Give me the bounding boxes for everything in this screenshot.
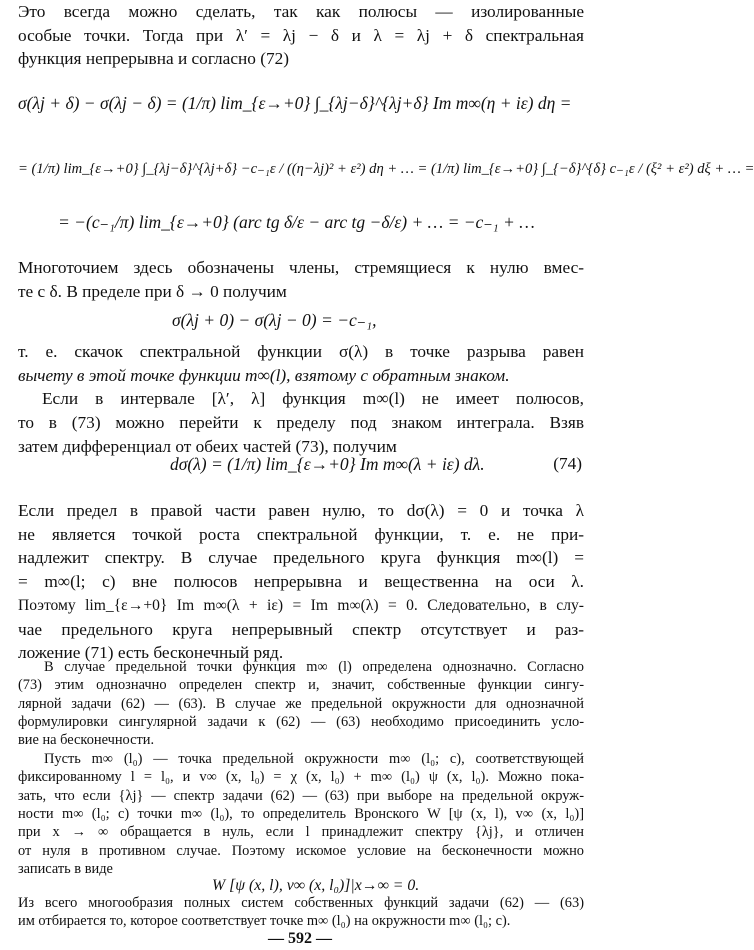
para2-line-2: те с δ. В пределе при δ → 0 получим xyxy=(18,281,287,301)
note2-line-6: от нуля в противном случае. Поэтому искомое условие на бесконечности можно xyxy=(18,842,584,859)
note2-line-2: фиксированному l = l₀, и v∞ (x, l₀) = χ (x, l₀) + m∞ (l₀) ψ (x, l₀). Можно пока- xyxy=(18,769,584,786)
intro-line-2: особые точки. Тогда при λ′ = λj − δ и λ = λj + δ спектральная xyxy=(18,25,584,45)
note2-line-1: Пусть m∞ (l₀) — точка предельной окружности m∞ (l₀; c), соответствующей xyxy=(44,751,584,767)
intro-line-3: функция непрерывна и согласно (72) xyxy=(18,49,289,69)
para5-line-6: чае предельного круга непрерывный спектр отсутствует и раз- xyxy=(18,619,584,639)
equation-sigma-jump: σ(λj + δ) − σ(λj − δ) = (1/π) lim_{ε→+0} ∫_{λj−δ}^{λj+δ} Im m∞(η + iε) dη = xyxy=(18,93,572,113)
note2-line-7: записать в виде xyxy=(18,860,113,877)
note1-line-5: вие на бесконечности. xyxy=(18,732,155,749)
note2-line-5: при x → ∞ обращается в нуль, если l принадлежит спектру {λj}, и отличен xyxy=(18,824,584,841)
note1-line-4: формулировки сингулярной задачи к (62) — (63) необходимо присоединить усло- xyxy=(18,713,584,730)
note2-line-3: зать, что если {λj} — спектр задачи (62) — (63) при выборе на предельной окруж- xyxy=(18,787,584,804)
para5-line-4: = m∞(l; c) вне полюсов непрерывна и вещественна на оси λ. xyxy=(18,572,584,592)
para3-line-1: т. е. скачок спектральной функции σ(λ) в точке разрыва равен xyxy=(18,342,584,361)
note3-line-1: Из всего многообразия полных систем собственных функций задачи (62) — (63) xyxy=(18,895,584,911)
para4-line-1: Если в интервале [λ′, λ] функция m∞(l) не имеет полюсов, xyxy=(42,389,584,409)
para2-line-1: Многоточием здесь обозначены члены, стремящиеся к нулю вмес- xyxy=(18,258,584,277)
para5-line-3: надлежит спектру. В случае предельного круга функция m∞(l) = xyxy=(18,548,584,568)
equation-number-74: (74) xyxy=(553,454,582,473)
equation-integral-expansion: = (1/π) lim_{ε→+0} ∫_{λj−δ}^{λj+δ} −c₋₁ε / ((η−λj)² + ε²) dη + … = (1/π) lim_{ε→+0} ∫_{−δ}^{δ} c₋₁ε / (ξ² + ε²) dξ + … = xyxy=(18,161,754,177)
equation-differential-sigma: dσ(λ) = (1/π) lim_{ε→+0} Im m∞(λ + iε) dλ. xyxy=(170,454,485,474)
equation-arctg-limit: = −(c₋₁/π) lim_{ε→+0} (arc tg δ/ε − arc tg −δ/ε) + … = −c₋₁ + … xyxy=(58,212,535,232)
note1-line-1: В случае предельной точки функция m∞ (l) определена однозначно. Согласно xyxy=(44,659,584,675)
para5-line-7: ложение (71) есть бесконечный ряд. xyxy=(18,643,284,663)
equation-wronskian-condition: W [ψ (x, l), v∞ (x, l₀)]|x→∞ = 0. xyxy=(212,877,420,894)
para4-line-3: затем дифференциал от обеих частей (73), получим xyxy=(18,436,397,456)
para3-line-2: вычету в этой точке функции m∞(l), взятому с обратным знаком. xyxy=(18,365,510,385)
note1-line-3: лярной задачи (62) — (63). В случае же предельной окружности для однозначной xyxy=(18,695,584,712)
intro-line-1: Это всегда можно сделать, так как полюсы — изолированные xyxy=(18,2,584,21)
note2-line-4: ности m∞ (l₀; c) точки m∞ (l₀), то определитель Вронского W [ψ (x, l), v∞ (x, l₀)] xyxy=(18,805,584,822)
para5-line-5: Поэтому lim_{ε→+0} Im m∞(λ + iε) = Im m∞(λ) = 0. Следовательно, в слу- xyxy=(18,596,584,614)
note1-line-2: (73) этим однозначно определен спектр и, значит, собственные функции сингу- xyxy=(18,677,584,694)
equation-jump-residue: σ(λj + 0) − σ(λj − 0) = −c₋₁, xyxy=(172,310,377,330)
page-number: — 592 — xyxy=(268,930,332,947)
para5-line-1: Если предел в правой части равен нулю, то dσ(λ) = 0 и точка λ xyxy=(18,501,584,520)
para4-line-2: то в (73) можно перейти к пределу под знаком интеграла. Взяв xyxy=(18,413,584,433)
para5-line-2: не является точкой роста спектральной функции, т. е. не при- xyxy=(18,524,584,544)
note3-line-2: им отбирается то, которое соответствует точке m∞ (l₀) на окружности m∞ (l₀; c). xyxy=(18,913,511,929)
